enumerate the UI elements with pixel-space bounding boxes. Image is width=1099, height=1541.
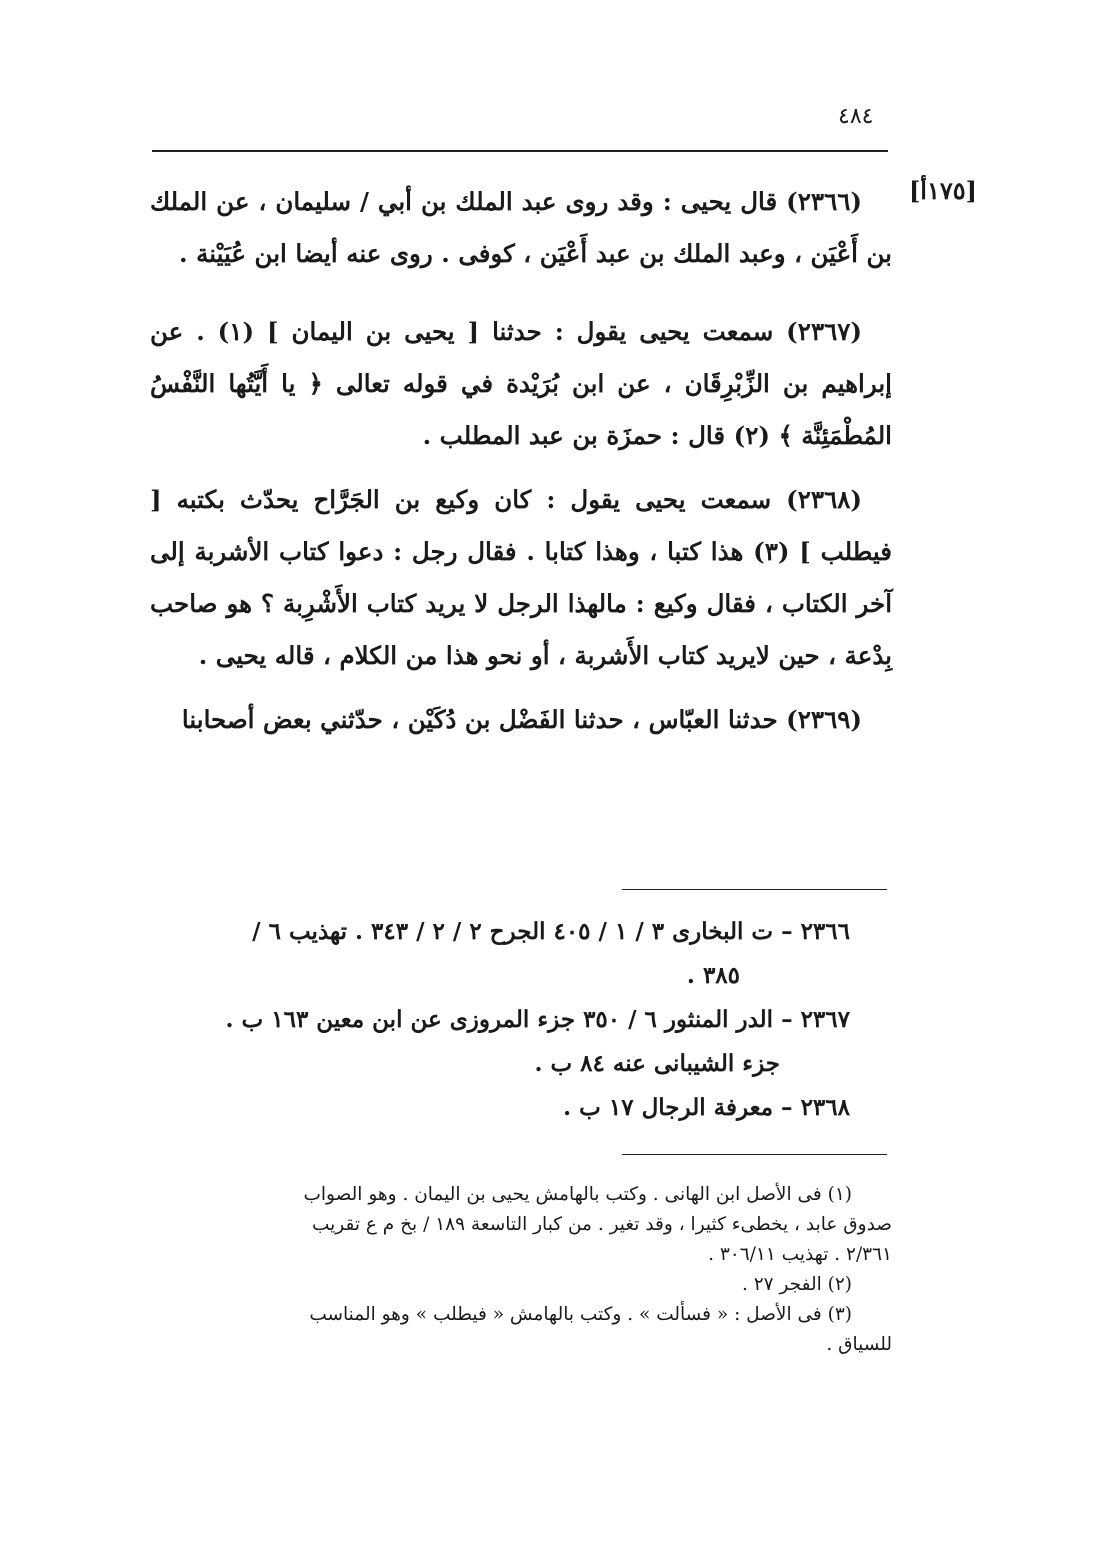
entry-2367: (٢٣٦٧) سمعت يحيى يقول : حدثنا [ يحيى بن اليمان ] (١) . عن إبراهيم بن الزِّبْرِقَان ، عن ابن بُرَيْدة في قوله تعالى ﴿ يا أَيَّتُها النَّفْسُ المُطْمَئِنَّة ﴾ (٢) قال : حمزَة بن عبد المطلب .	[150, 317, 892, 450]
footnote-1-continued: ٢/٣٦١ . تهذيب ٣٠٦/١١ .	[708, 1244, 892, 1265]
entry-2366: (٢٣٦٦) قال يحيى : وقد روى عبد الملك بن أبي / سليمان ، عن الملك بن أَعْيَن ، وعبد الملك بن عبد أَعْيَن ، كوفى . روى عنه أيضا ابن عُيَيْنة .	[150, 187, 892, 268]
reference-2368: ٢٣٦٨ – معرفة الرجال ١٧ ب .	[563, 1094, 850, 1121]
footnote-3-continued: للسياق .	[826, 1334, 892, 1355]
source-references	[150, 910, 850, 1130]
footnotes-divider	[622, 1154, 887, 1155]
references-divider	[622, 889, 887, 890]
footnote-1: (١) فى الأصل ابن الهانى . وكتب بالهامش يحيى بن اليمان . وهو الصواب	[303, 1184, 852, 1205]
reference-2367: ٢٣٦٧ – الدر المنثور ٦ / ٣٥٠ جزء المروزى عن ابن معين ١٦٣ ب .	[225, 1006, 850, 1033]
entry-2368: (٢٣٦٨) سمعت يحيى يقول : كان وكيع بن الجَرَّاح يحدّث بكتبه [ فيطلب ] (٣) هذا كتبا ، وهذا كتابا . فقال رجل : دعوا كتاب الأشربة إلى آخر الكتاب ، فقال وكيع : مالهذا الرجل لا يريد كتاب الأَشْرِبة ؟ هو صاحب بِدْعة ، حين لايريد كتاب الأَشربة ، أو نحو هذا من الكلام ، قاله يحيى .	[150, 485, 892, 670]
reference-2367-continued: جزء الشيبانى عنه ٨٤ ب .	[534, 1050, 780, 1077]
footnote-1-continued: صدوق عابد ، يخطىء كثيرا ، وقد تغير . من كبار التاسعة ١٨٩ / بخ م ع تقريب	[311, 1214, 892, 1235]
reference-2366: ٢٣٦٦ – ت البخارى ٣ / ١ / ٤٠٥ الجرح ٢ / ٢ / ٣٤٣ . تهذيب ٦ /	[252, 918, 850, 945]
main-text-body	[150, 176, 892, 746]
page-number: ٤٨٤	[838, 104, 874, 129]
margin-folio-reference: [١٧٥أ]	[908, 176, 977, 205]
entry-2369: (٢٣٦٩) حدثنا العبّاس ، حدثنا الفَضْل بن دُكَيْن ، حدّثني بعض أصحابنا	[181, 705, 862, 734]
footnote-2: (٢) الفجر ٢٧ .	[741, 1274, 852, 1295]
reference-2366-continued: ٣٨٥ .	[686, 962, 740, 989]
footnote-3: (٣) فى الأصل : « فسألت » . وكتب بالهامش « فيطلب » وهو المناسب	[309, 1304, 852, 1325]
footnotes	[140, 1180, 892, 1360]
header-divider	[152, 150, 888, 152]
